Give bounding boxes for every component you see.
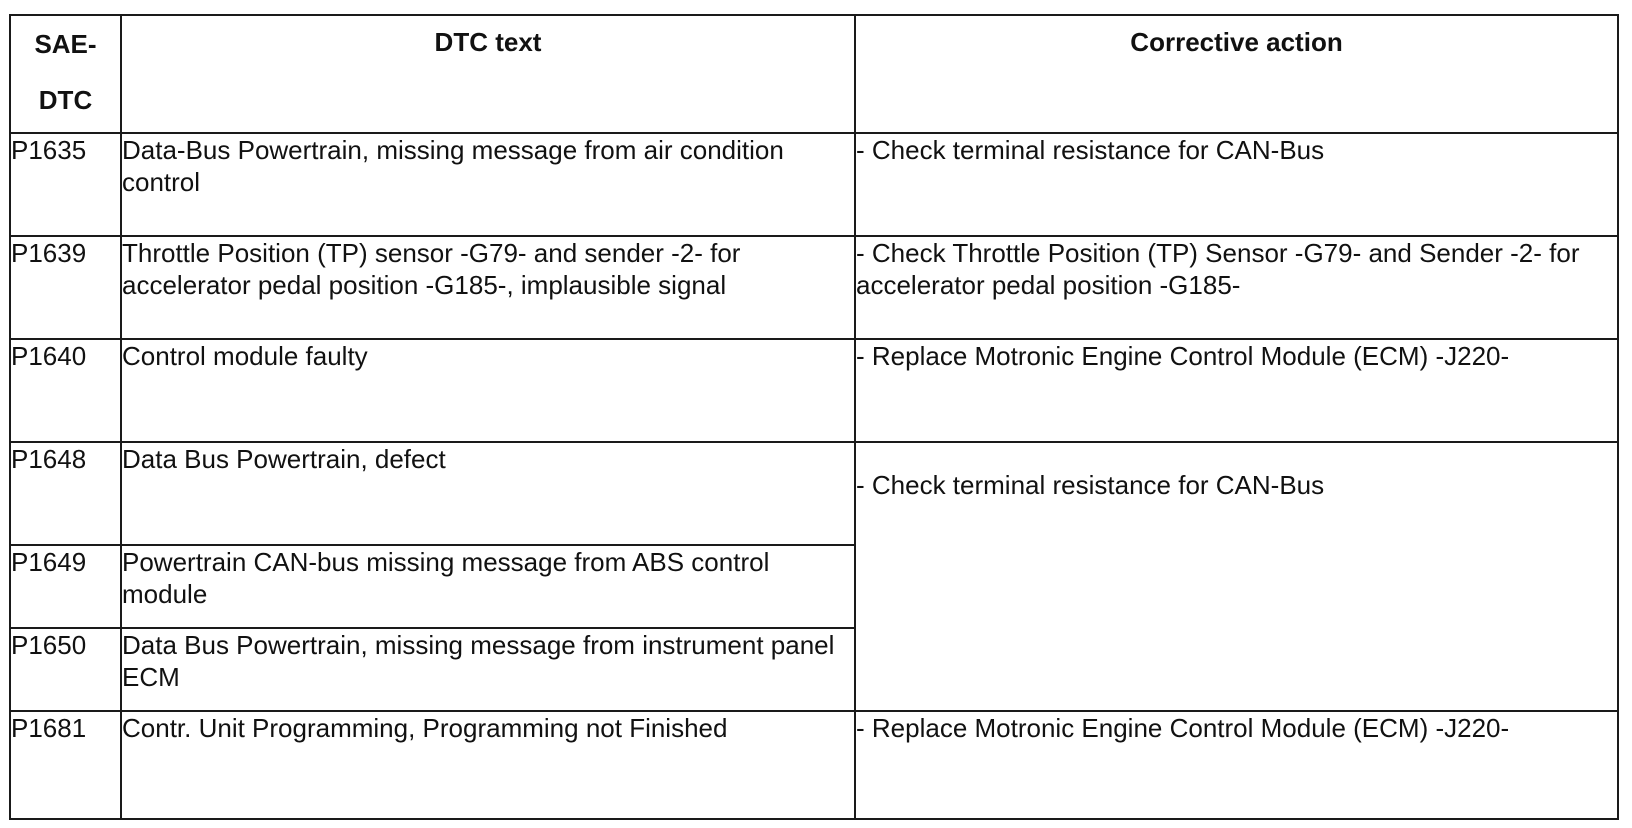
- header-dtc-text: [121, 15, 855, 133]
- table-row: [10, 339, 1618, 442]
- header-corrective-action: [855, 15, 1618, 133]
- dtc-text: Contr. Unit Programming, Programming not Finished: [121, 711, 855, 819]
- dtc-code: P1648: [10, 442, 121, 545]
- dtc-code: P1635: [10, 133, 121, 236]
- dtc-code: P1640: [10, 339, 121, 442]
- table-row: [10, 442, 1618, 545]
- dtc-text: Control module faulty: [121, 339, 855, 442]
- header-sae-dtc: [10, 15, 121, 133]
- table-row: [10, 236, 1618, 339]
- table-header-row: [10, 15, 1618, 133]
- corrective-action: - Check terminal resistance for CAN-Bus: [855, 442, 1618, 711]
- corrective-action: - Replace Motronic Engine Control Module (ECM) -J220-: [855, 339, 1618, 442]
- header-sae-line1: SAE-: [34, 29, 97, 59]
- dtc-text: Data-Bus Powertrain, missing message from air condition control: [121, 133, 855, 236]
- dtc-text: Data Bus Powertrain, missing message from instrument panel ECM: [121, 628, 855, 711]
- dtc-text: Data Bus Powertrain, defect: [121, 442, 855, 545]
- corrective-action: - Check terminal resistance for CAN-Bus: [855, 133, 1618, 236]
- table-row: [10, 133, 1618, 236]
- dtc-table: [9, 14, 1619, 820]
- dtc-code: P1650: [10, 628, 121, 711]
- dtc-code: P1639: [10, 236, 121, 339]
- header-dtc-text-label: DTC text: [434, 27, 542, 57]
- table-row: [10, 711, 1618, 819]
- corrective-action: - Replace Motronic Engine Control Module (ECM) -J220-: [855, 711, 1618, 819]
- dtc-text: Throttle Position (TP) sensor -G79- and sender -2- for accelerator pedal position -G185-, implausible signal: [121, 236, 855, 339]
- header-sae-line2: DTC: [38, 85, 93, 115]
- dtc-code: P1681: [10, 711, 121, 819]
- dtc-code: P1649: [10, 545, 121, 628]
- dtc-text: Powertrain CAN-bus missing message from ABS control module: [121, 545, 855, 628]
- corrective-action: - Check Throttle Position (TP) Sensor -G79- and Sender -2- for accelerator pedal position -G185-: [855, 236, 1618, 339]
- header-corrective-action-label: Corrective action: [1130, 27, 1343, 57]
